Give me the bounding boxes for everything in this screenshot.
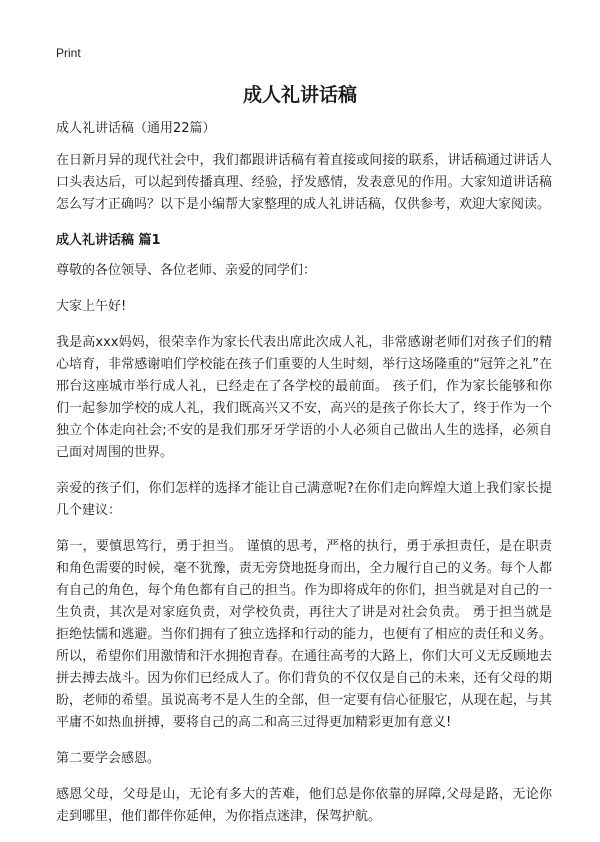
salutation-paragraph: 尊敬的各位领导、各位老师、亲爱的同学们： bbox=[56, 263, 317, 278]
body-paragraph: 我是高xxx妈妈，很荣幸作为家长代表出席此次成人礼，非常感谢老师们对孩子们的精心培育，非常感谢咱们学校能在孩子们重要的人生时刻，举行这场隆重的“冠笄之礼”在邢台这座城市举行成人礼，已经走在了各学校的最前面。 孩子们，作为家长能够和你们一起参加学校的成人礼，我们既高兴又不安，高兴的是孩子你长大了，终于作为一个独立个体走向社会;不安的是我们那牙牙学语的小人必须自己做出人生的选择，必须自己面对周围的世界。 bbox=[56, 335, 552, 460]
document-subtitle: 成人礼讲话稿（通用22篇） bbox=[56, 121, 216, 136]
body-paragraph: 亲爱的孩子们，你们怎样的选择才能让自己满意呢?在你们走向辉煌大道上我们家长提几个建议： bbox=[56, 481, 552, 518]
page-title: 成人礼讲话稿 bbox=[242, 84, 357, 106]
body-paragraph: 第一，要慎思笃行，勇于担当。 谨慎的思考，严格的执行，勇于承担责任，是在职责和角色需要的时候，毫不犹豫，责无旁贷地挺身而出，全力履行自己的义务。每个人都有自己的角色，每个角色都有自己的担当。作为即将成年的你们，担当就是对自己的一生负责，其次是对家庭负责，对学校负责，再往大了讲是对社会负责。 勇于担当就是拒绝怯懦和逃避。当你们拥有了独立选择和行动的能力，也便有了相应的责任和义务。所以，希望你们用激情和汗水拥抱青春。在通往高考的大路上，你们大可义无反顾地去拼去搏去战斗。因为你们已经成人了。你们背负的不仅仅是自己的未来，还有父母的期盼，老师的希望。虽说高考不是人生的全部，但一定要有信心征服它，从现在起，与其平庸不如热血拼搏，要将自己的高二和高三过得更加精彩更加有意义! bbox=[56, 539, 552, 730]
document-body bbox=[56, 118, 552, 842]
print-link[interactable]: Print bbox=[56, 46, 81, 60]
section-heading: 成人礼讲话稿 篇1 bbox=[56, 233, 161, 248]
body-paragraph: 第二要学会感恩。 bbox=[56, 751, 161, 766]
intro-paragraph: 在日新月异的现代社会中，我们都跟讲话稿有着直接或间接的联系，讲话稿通过讲话人口头表达后，可以起到传播真理、经验，抒发感情，发表意见的作用。大家知道讲话稿怎么写才正确吗？以下是小编帮大家整理的成人礼讲话稿，仅供参考，欢迎大家阅读。 bbox=[56, 153, 552, 212]
body-paragraph: 感恩父母，父母是山，无论有多大的苦难，他们总是你依靠的屏障,父母是路，无论你走到哪里，他们都伴你延伸，为你指点迷津，保驾护航。 bbox=[56, 787, 552, 824]
greeting-paragraph: 大家上午好! bbox=[56, 299, 127, 314]
